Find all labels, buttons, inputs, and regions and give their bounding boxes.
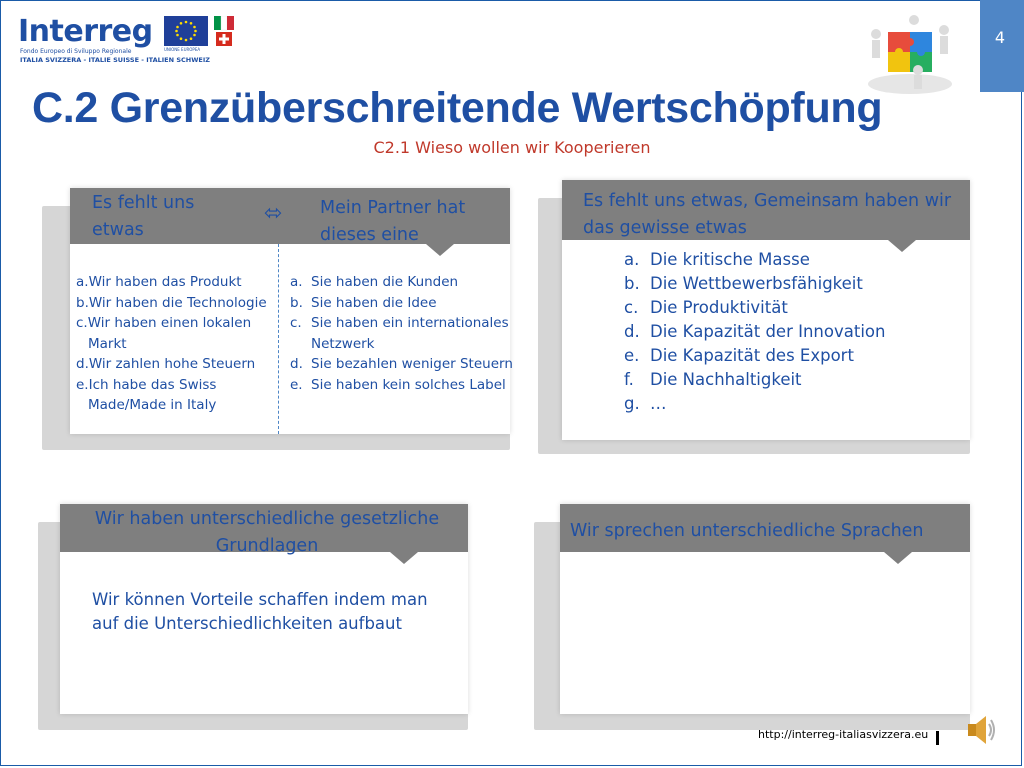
partner-heading: Mein Partner hat dieses eine: [320, 198, 466, 245]
missing-list-item: Made/Made in Italy: [88, 397, 217, 413]
missing-list-item: d.Wir zahlen hohe Steuern: [76, 356, 256, 372]
list-text: Sie haben die Idee: [311, 294, 437, 311]
list-label: b.: [624, 274, 640, 293]
column-divider: [278, 244, 279, 434]
list-text: Sie haben die Kunden: [311, 274, 459, 290]
list-label: c.: [624, 298, 639, 317]
partner-list-item: [290, 354, 513, 375]
missing-list-item: e.Ich habe das Swiss: [76, 376, 217, 393]
list-label: a.: [290, 274, 303, 290]
text-cursor-icon: [936, 731, 939, 745]
list-text: Die Kapazität des Export: [650, 346, 854, 365]
list-label: [290, 334, 311, 355]
missing-list: [76, 272, 267, 416]
legal-body: Wir können Vorteile schaffen indem man auf die Unterschiedlichkeiten aufbaut: [92, 590, 428, 633]
together-list-item: [624, 296, 885, 320]
partner-list-item: [290, 313, 513, 334]
together-list-item: [624, 272, 885, 296]
eu-label: UNIONE EUROPEA: [164, 47, 201, 52]
list-label: d.: [290, 356, 303, 372]
logo-wordmark: Interreg: [18, 14, 153, 49]
together-list-item: [624, 248, 885, 272]
list-label: e.: [290, 376, 303, 393]
list-text: Sie bezahlen weniger Steuern: [311, 356, 513, 372]
together-list-item: [624, 320, 885, 344]
list-text: …: [650, 394, 667, 413]
list-text: Die Wettbewerbsfähigkeit: [650, 274, 863, 293]
together-list: [624, 248, 885, 416]
eu-flag-icon: [164, 16, 208, 46]
list-text: Die Nachhaltigkeit: [650, 370, 802, 389]
logo-countries: ITALIA SVIZZERA - ITALIE SUISSE - ITALIEN SCHWEIZ: [20, 56, 210, 64]
header-pointer: [884, 552, 912, 564]
partner-list: [290, 272, 513, 395]
list-text: Die Kapazität der Innovation: [650, 322, 886, 341]
list-label: f.: [624, 370, 634, 389]
exchange-arrow-icon: ⬄: [264, 201, 283, 226]
missing-list-item: c.Wir haben einen lokalen: [76, 315, 252, 331]
list-label: a.: [624, 250, 640, 269]
interreg-logo: [18, 14, 228, 66]
list-label: b.: [290, 294, 303, 311]
partner-list-item: [290, 293, 513, 314]
speaker-audio-icon[interactable]: [964, 712, 996, 748]
together-list-item: [624, 392, 885, 416]
missing-list-item: b.Wir haben die Technologie: [76, 294, 267, 311]
list-label: g.: [624, 394, 640, 413]
list-text: Netzwerk: [311, 335, 375, 352]
partner-list-item: [290, 334, 513, 355]
together-heading: Es fehlt uns etwas, Gemeinsam haben wir das gewisse etwas: [583, 191, 952, 238]
list-text: Sie haben ein internationales: [311, 315, 509, 331]
missing-list-item: a.Wir haben das Produkt: [76, 274, 242, 290]
list-label: e.: [624, 346, 640, 365]
list-label: c.: [290, 315, 302, 331]
page-title: C.2 Grenzüberschreitende Wertschöpfung: [32, 84, 883, 132]
missing-heading: Es fehlt uns etwas: [92, 193, 195, 240]
footer-url[interactable]: http://interreg-italiasvizzera.eu: [758, 728, 929, 741]
languages-heading: Wir sprechen unterschiedliche Sprachen: [570, 521, 924, 541]
page-number: 4: [994, 28, 1006, 47]
together-list-item: [624, 344, 885, 368]
list-label: d.: [624, 322, 640, 341]
legal-heading: Wir haben unterschiedliche gesetzliche Grundlagen: [94, 509, 440, 556]
logo-subline: Fondo Europeo di Sviluppo Regionale: [20, 48, 132, 55]
partner-list-item: [290, 375, 513, 396]
list-text: Die kritische Masse: [650, 250, 810, 269]
italy-swiss-flag-icon: [214, 16, 234, 46]
missing-list-item: Markt: [88, 335, 127, 352]
list-text: Die Produktivität: [650, 298, 788, 317]
partner-list-item: [290, 272, 513, 293]
page-subtitle: C2.1 Wieso wollen wir Kooperieren: [373, 138, 651, 157]
together-list-item: [624, 368, 885, 392]
list-text: Sie haben kein solches Label: [311, 376, 506, 393]
